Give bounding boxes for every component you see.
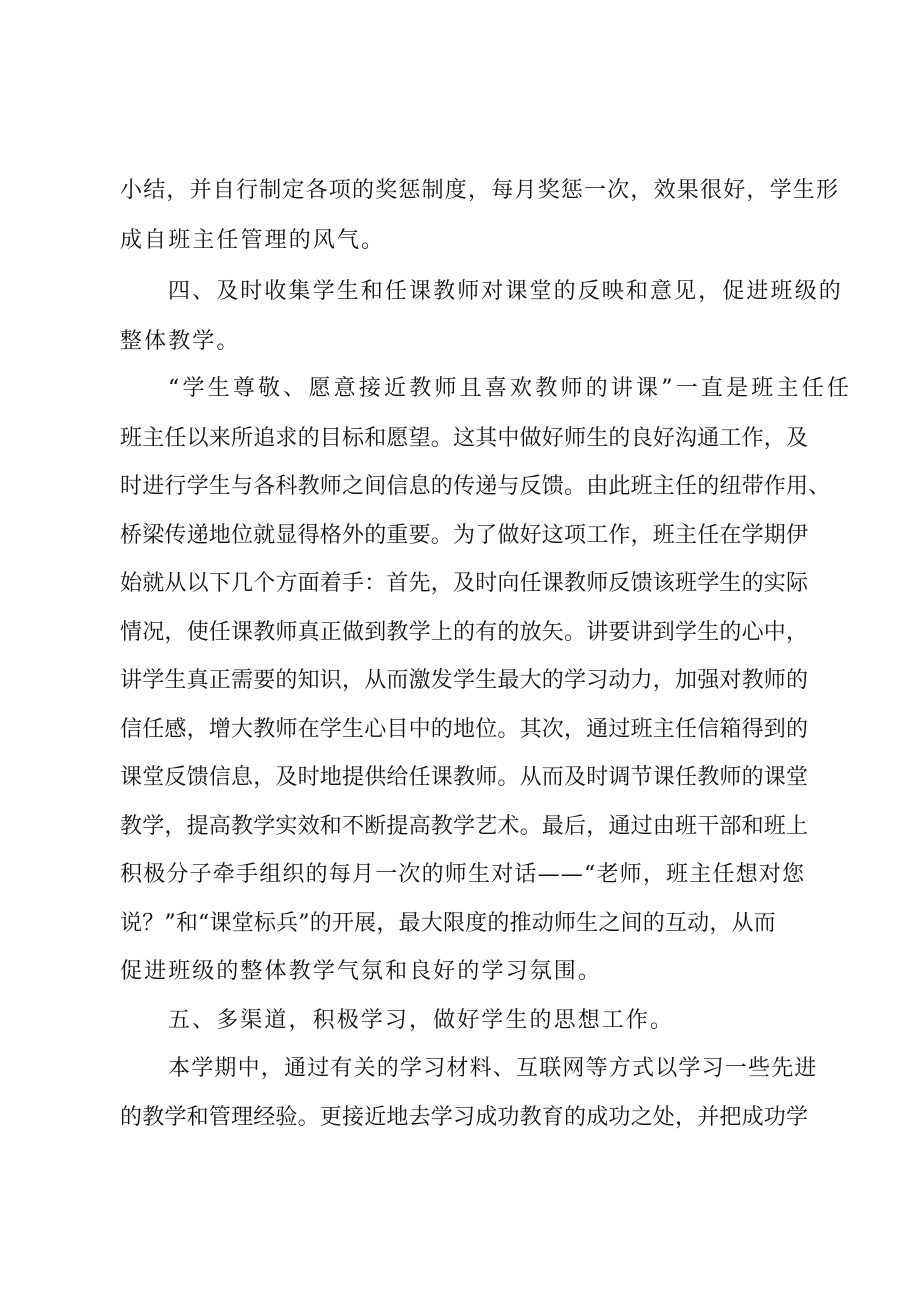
text-line: 本学期中，通过有关的学习材料、互联网等方式以学习一些先进 — [168, 1056, 818, 1081]
text-line: 信任感，增大教师在学生心目中的地位。其次，通过班主任信箱得到的 — [120, 717, 809, 742]
section-heading-five: 五、多渠道，积极学习，做好学生的思想工作。 — [168, 1008, 675, 1033]
text-line: 小结，并自行制定各项的奖惩制度，每月奖惩一次，效果很好，学生形 — [120, 178, 840, 203]
text-line: 成自班主任管理的风气。 — [120, 228, 386, 253]
text-line: 教学，提高教学实效和不断提高教学艺术。最后，通过由班干部和班上 — [120, 814, 809, 839]
text-line: “学生尊敬、愿意接近教师且喜欢教师的讲课”一直是班主任任 — [168, 376, 853, 401]
text-line: 班主任以来所追求的目标和愿望。这其中做好师生的良好沟通工作，及 — [120, 426, 809, 451]
text-line: 桥梁传递地位就显得格外的重要。为了做好这项工作，班主任在学期伊 — [120, 523, 809, 548]
text-line: 情况，使任课教师真正做到教学上的有的放矢。讲要讲到学生的心中， — [120, 620, 809, 645]
text-line: 整体教学。 — [120, 329, 241, 354]
text-line: 促进班级的整体教学气氛和良好的学习氛围。 — [120, 959, 603, 984]
text-line: 课堂反馈信息，及时地提供给任课教师。从而及时调节课任教师的课堂 — [120, 765, 809, 790]
text-line: 积极分子牵手组织的每月一次的师生对话——“老师，班主任想对您 — [120, 862, 806, 887]
text-line: 说？”和“课堂标兵”的开展，最大限度的推动师生之间的互动，从而 — [120, 911, 776, 936]
section-heading-four: 四、及时收集学生和任课教师对课堂的反映和意见，促进班级的 — [168, 279, 843, 304]
text-line: 时进行学生与各科教师之间信息的传递与反馈。由此班主任的纽带作用、 — [120, 474, 831, 499]
text-line: 讲学生真正需要的知识，从而激发学生最大的学习动力，加强对教师的 — [120, 668, 809, 693]
text-line: 始就从以下几个方面着手：首先，及时向任课教师反馈该班学生的实际 — [120, 571, 809, 596]
text-line: 的教学和管理经验。更接近地去学习成功教育的成功之处，并把成功学 — [120, 1105, 809, 1130]
